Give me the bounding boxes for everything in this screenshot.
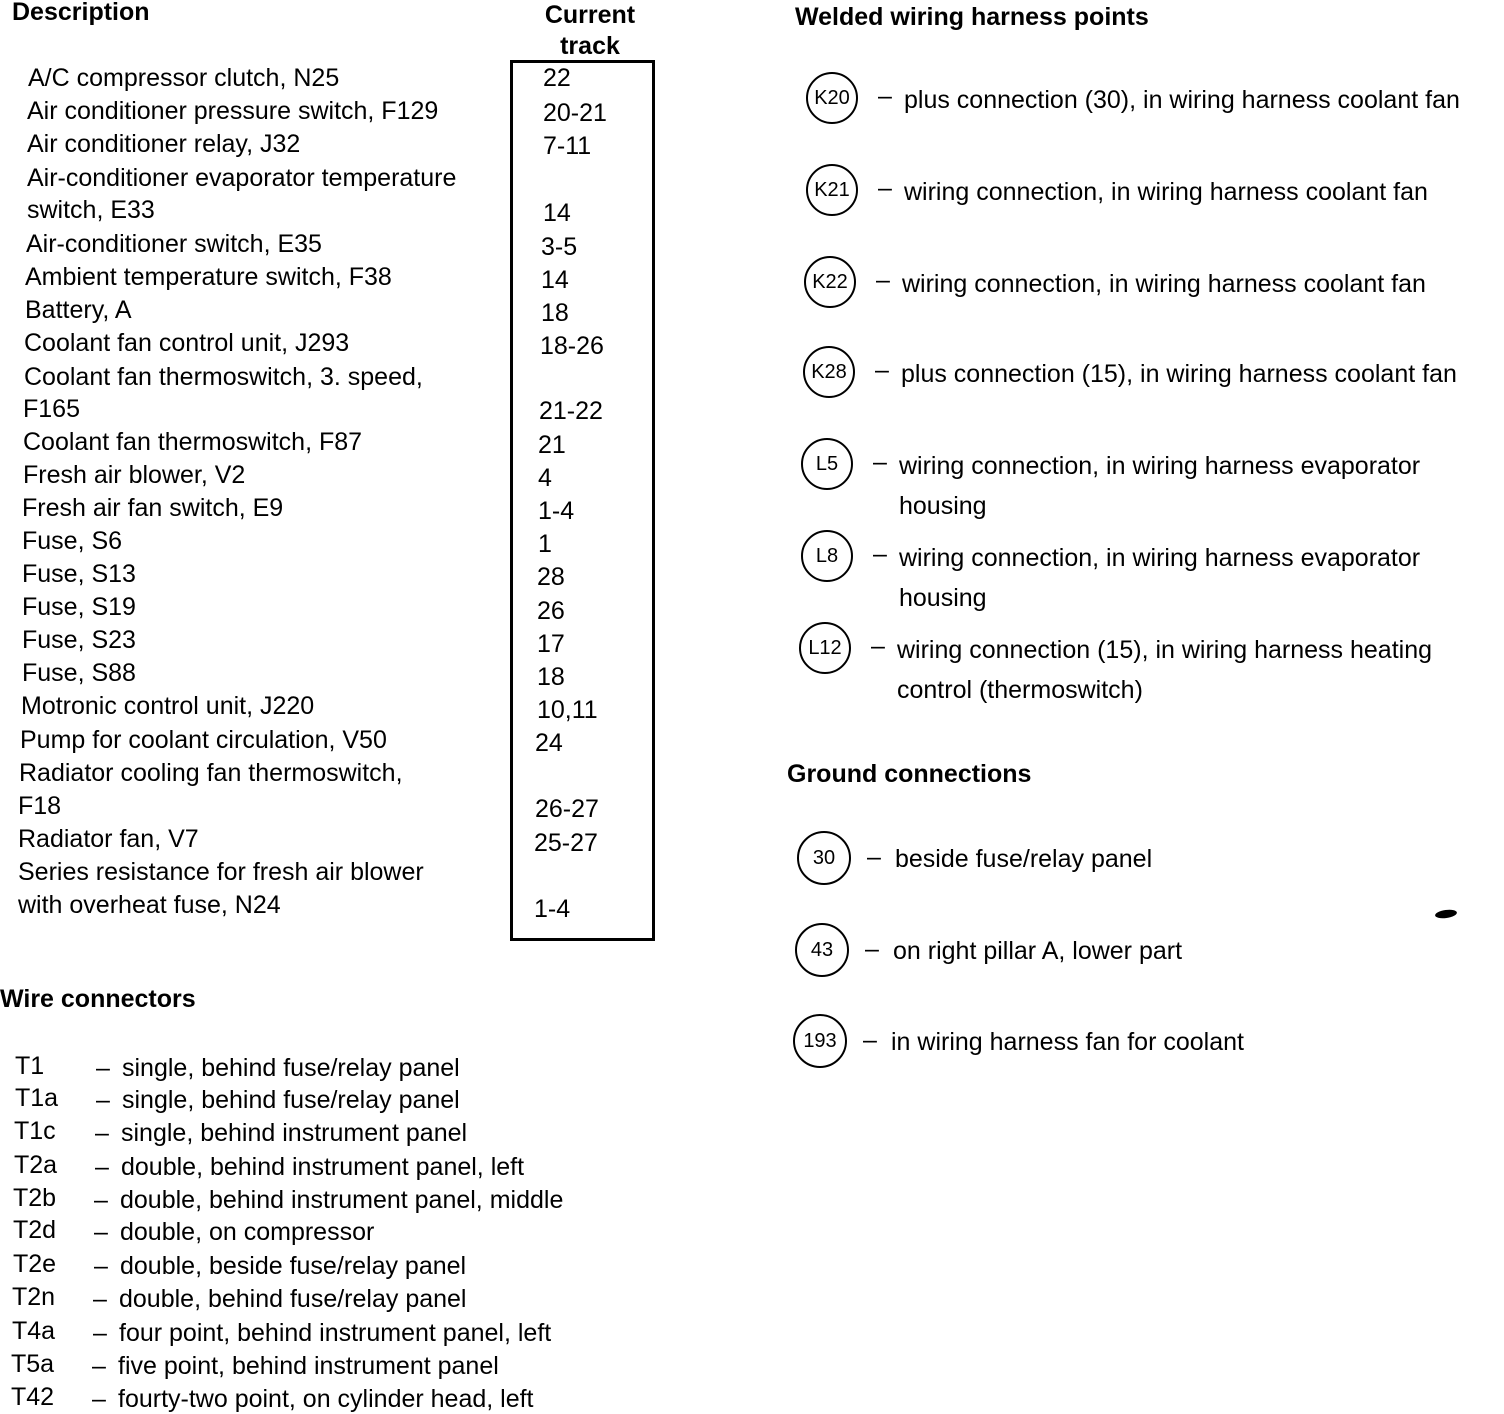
component-track: 3-5 — [541, 233, 578, 261]
ink-mark — [1435, 909, 1458, 920]
connector-description: four point, behind instrument panel, left — [119, 1319, 552, 1347]
connector-description: double, beside fuse/relay panel — [120, 1252, 467, 1280]
component-track: 7-11 — [543, 132, 592, 160]
dash-separator: – — [876, 266, 890, 294]
component-description: F18 — [18, 792, 62, 820]
dash-separator: – — [94, 1252, 108, 1280]
component-description: Fuse, S88 — [22, 659, 136, 687]
welded-points-title: Welded wiring harness points — [795, 3, 1149, 31]
component-track: 21-22 — [539, 397, 603, 425]
component-track: 14 — [543, 199, 571, 227]
harness-point-description: plus connection (30), in wiring harness coolant fan — [904, 86, 1460, 114]
component-track: 1 — [538, 530, 552, 558]
component-description: Fresh air fan switch, E9 — [22, 494, 284, 522]
connector-code: T2b — [13, 1184, 57, 1212]
dash-separator: – — [93, 1285, 107, 1313]
harness-point-description: wiring connection (15), in wiring harness heating control (thermoswitch) — [897, 636, 1433, 704]
description-header: Description — [12, 0, 150, 26]
ground-point-marker: 193 — [793, 1014, 847, 1068]
component-description: Battery, A — [25, 296, 132, 324]
connector-code: T5a — [11, 1350, 55, 1378]
dash-separator: – — [95, 1119, 109, 1147]
harness-point-marker: L5 — [801, 438, 853, 490]
ground-point-description: on right pillar A, lower part — [893, 937, 1183, 965]
connector-description: double, behind instrument panel, left — [121, 1153, 525, 1181]
harness-point-description: plus connection (15), in wiring harness coolant fan — [901, 360, 1457, 388]
component-description: Pump for coolant circulation, V50 — [20, 726, 387, 754]
dash-separator: – — [92, 1352, 106, 1380]
harness-point-marker: L8 — [801, 530, 853, 582]
connector-description: double, behind instrument panel, middle — [120, 1186, 564, 1214]
harness-point-description: wiring connection, in wiring harness evaporator housing — [899, 452, 1421, 520]
harness-point-description: wiring connection, in wiring harness coolant fan — [902, 270, 1426, 298]
dash-separator: – — [867, 843, 881, 871]
component-description: Fresh air blower, V2 — [23, 461, 246, 489]
component-description: Fuse, S19 — [22, 593, 136, 621]
connector-code: T2a — [14, 1151, 58, 1179]
connector-code: T1c — [14, 1117, 56, 1145]
dash-separator: – — [94, 1218, 108, 1246]
harness-point-description: wiring connection, in wiring harness evaporator housing — [899, 544, 1421, 612]
component-track: 18 — [541, 299, 569, 327]
connector-description: five point, behind instrument panel — [118, 1352, 499, 1380]
current-track-header: Current track — [544, 1, 636, 60]
harness-point-marker: L12 — [799, 622, 851, 674]
component-description: Ambient temperature switch, F38 — [25, 263, 392, 291]
harness-point-description: wiring connection, in wiring harness coolant fan — [904, 178, 1428, 206]
component-description: Series resistance for fresh air blower — [18, 858, 424, 886]
component-description: Fuse, S13 — [22, 560, 136, 588]
dash-separator: – — [873, 540, 887, 568]
dash-separator: – — [95, 1153, 109, 1181]
connector-code: T1 — [15, 1052, 45, 1080]
component-description: Radiator fan, V7 — [18, 825, 199, 853]
component-description: Air conditioner pressure switch, F129 — [27, 97, 439, 125]
connector-code: T1a — [15, 1084, 59, 1112]
component-track: 18-26 — [540, 332, 604, 360]
dash-separator: – — [871, 632, 885, 660]
component-description: Air conditioner relay, J32 — [27, 130, 301, 158]
component-track: 10,11 — [537, 696, 598, 724]
connector-code: T42 — [11, 1383, 55, 1411]
component-track: 14 — [541, 266, 569, 294]
component-description: Radiator cooling fan thermoswitch, — [19, 759, 403, 787]
component-track: 1-4 — [534, 895, 571, 923]
connector-code: T2d — [13, 1216, 57, 1244]
harness-point-marker: K22 — [804, 256, 856, 308]
component-track: 28 — [537, 563, 565, 591]
dash-separator: – — [878, 82, 892, 110]
component-description: A/C compressor clutch, N25 — [28, 64, 340, 92]
harness-point-marker: K20 — [806, 72, 858, 124]
dash-separator: – — [878, 174, 892, 202]
connector-code: T2e — [13, 1250, 57, 1278]
connector-code: T2n — [12, 1283, 56, 1311]
component-track: 17 — [537, 630, 565, 658]
ground-point-description: beside fuse/relay panel — [895, 845, 1153, 873]
ground-point-marker: 30 — [797, 831, 851, 885]
component-description: Coolant fan thermoswitch, 3. speed, — [24, 363, 423, 391]
component-track: 18 — [537, 663, 565, 691]
connector-description: single, behind instrument panel — [121, 1119, 468, 1147]
component-track: 1-4 — [538, 497, 575, 525]
component-track: 26-27 — [535, 795, 599, 823]
component-track: 4 — [538, 464, 552, 492]
component-track: 25-27 — [534, 829, 598, 857]
connector-description: double, on compressor — [120, 1218, 375, 1246]
dash-separator: – — [96, 1054, 110, 1082]
dash-separator: – — [92, 1385, 106, 1413]
component-track: 26 — [537, 597, 565, 625]
dash-separator: – — [863, 1026, 877, 1054]
component-description: Motronic control unit, J220 — [21, 692, 315, 720]
dash-separator: – — [94, 1186, 108, 1214]
component-track: 20-21 — [543, 99, 607, 127]
ground-point-description: in wiring harness fan for coolant — [891, 1028, 1244, 1056]
component-description: with overheat fuse, N24 — [18, 891, 281, 919]
connector-description: single, behind fuse/relay panel — [122, 1054, 460, 1082]
harness-point-marker: K28 — [803, 346, 855, 398]
component-description: Coolant fan thermoswitch, F87 — [23, 428, 363, 456]
component-track: 21 — [538, 431, 566, 459]
dash-separator: – — [93, 1319, 107, 1347]
harness-point-marker: K21 — [806, 164, 858, 216]
dash-separator: – — [865, 935, 879, 963]
dash-separator: – — [96, 1086, 110, 1114]
connector-code: T4a — [12, 1317, 56, 1345]
component-description: F165 — [23, 395, 80, 423]
component-description: Air-conditioner evaporator temperature — [27, 164, 457, 192]
component-description: Coolant fan control unit, J293 — [24, 329, 350, 357]
dash-separator: – — [873, 448, 887, 476]
connector-description: double, behind fuse/relay panel — [119, 1285, 467, 1313]
dash-separator: – — [875, 356, 889, 384]
component-track: 22 — [543, 64, 571, 92]
ground-point-marker: 43 — [795, 923, 849, 977]
component-description: Fuse, S23 — [22, 626, 136, 654]
ground-connections-title: Ground connections — [787, 760, 1032, 788]
connector-description: fourty-two point, on cylinder head, left — [118, 1385, 534, 1413]
component-track: 24 — [535, 729, 563, 757]
connector-description: single, behind fuse/relay panel — [122, 1086, 460, 1114]
wire-connectors-title: Wire connectors — [0, 985, 196, 1013]
component-description: switch, E33 — [27, 196, 155, 224]
component-description: Air-conditioner switch, E35 — [26, 230, 322, 258]
component-description: Fuse, S6 — [22, 527, 123, 555]
